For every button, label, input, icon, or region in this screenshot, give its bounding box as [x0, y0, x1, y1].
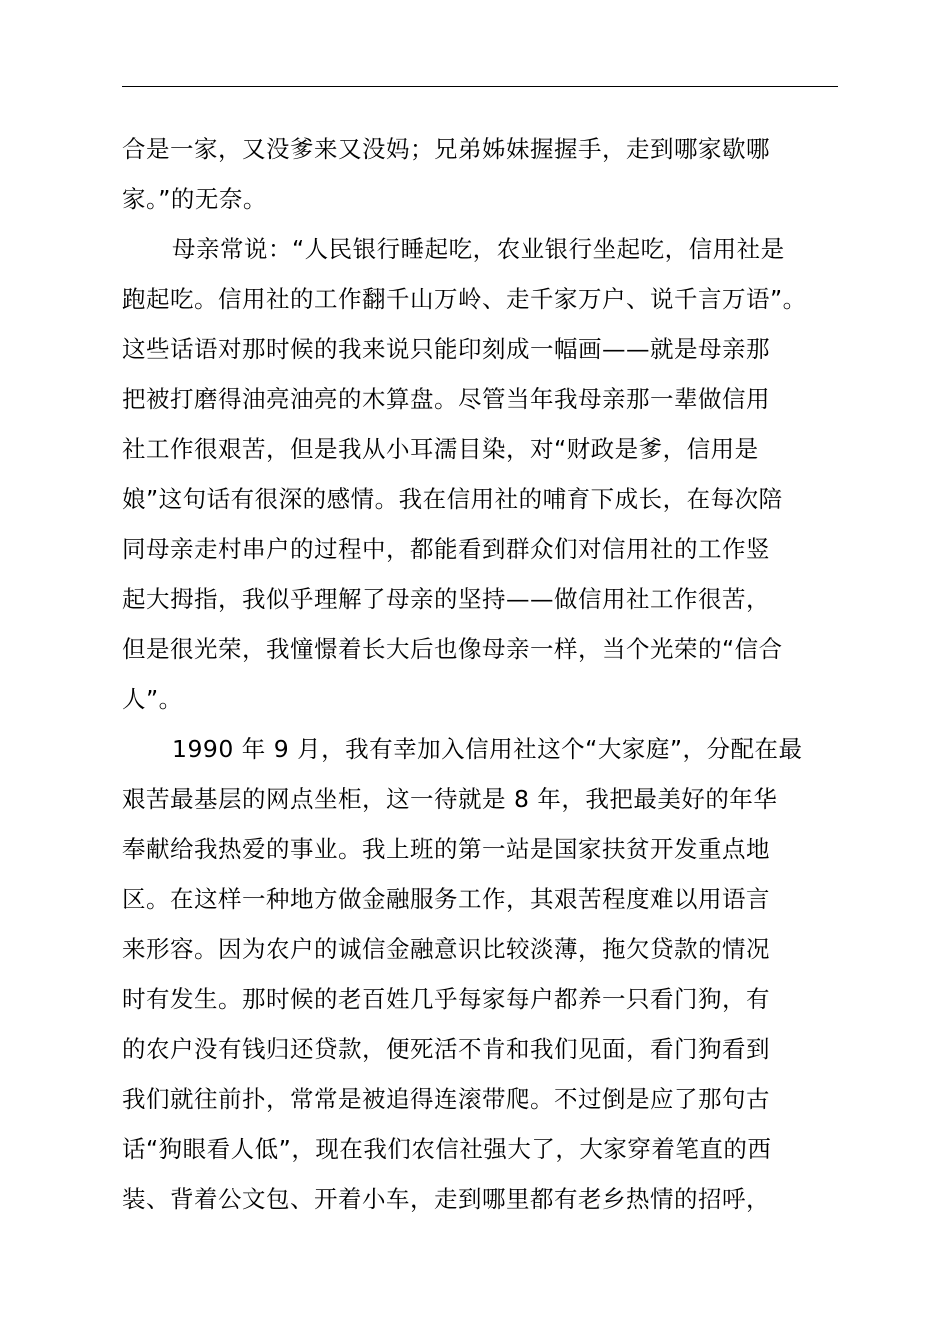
- paragraph-first-line: 母亲常说：“人民银行睡起吃，农业银行坐起吃，信用社是: [172, 235, 785, 263]
- text-line: 跑起吃。信用社的工作翻千山万岭、走千家万户、说千言万语”。: [122, 285, 807, 313]
- header-rule: [122, 86, 838, 87]
- text-line: 这些话语对那时候的我来说只能印刻成一幅画——就是母亲那: [122, 335, 770, 363]
- paragraph-first-line: 1990 年 9 月，我有幸加入信用社这个“大家庭”，分配在最: [172, 735, 803, 763]
- text-line: 的农户没有钱归还贷款，便死活不肯和我们见面，看门狗看到: [122, 1035, 770, 1063]
- text-line: 家。”的无奈。: [122, 185, 267, 213]
- text-line: 人”。: [122, 685, 183, 713]
- text-line: 装、背着公文包、开着小车，走到哪里都有老乡热情的招呼，: [122, 1185, 770, 1213]
- text-line: 时有发生。那时候的老百姓几乎每家每户都养一只看门狗，有: [122, 985, 770, 1013]
- text-line: 合是一家，又没爹来又没妈；兄弟姊妹握握手，走到哪家歇哪: [122, 135, 770, 163]
- text-line: 起大拇指，我似乎理解了母亲的坚持——做信用社工作很苦，: [122, 585, 770, 613]
- text-line: 娘”这句话有很深的感情。我在信用社的哺育下成长，在每次陪: [122, 485, 783, 513]
- text-line: 奉献给我热爱的事业。我上班的第一站是国家扶贫开发重点地: [122, 835, 770, 863]
- text-line: 但是很光荣，我憧憬着长大后也像母亲一样，当个光荣的“信合: [122, 635, 783, 663]
- text-line: 同母亲走村串户的过程中，都能看到群众们对信用社的工作竖: [122, 535, 770, 563]
- text-line: 话“狗眼看人低”，现在我们农信社强大了，大家穿着笔直的西: [122, 1135, 772, 1163]
- text-line: 艰苦最基层的网点坐柜，这一待就是 8 年，我把最美好的年华: [122, 785, 778, 813]
- text-line: 区。在这样一种地方做金融服务工作，其艰苦程度难以用语言: [122, 885, 770, 913]
- text-line: 把被打磨得油亮油亮的木算盘。尽管当年我母亲那一辈做信用: [122, 385, 770, 413]
- text-line: 社工作很艰苦，但是我从小耳濡目染，对“财政是爹，信用是: [122, 435, 759, 463]
- text-line: 来形容。因为农户的诚信金融意识比较淡薄，拖欠贷款的情况: [122, 935, 770, 963]
- text-line: 我们就往前扑，常常是被追得连滚带爬。不过倒是应了那句古: [122, 1085, 770, 1113]
